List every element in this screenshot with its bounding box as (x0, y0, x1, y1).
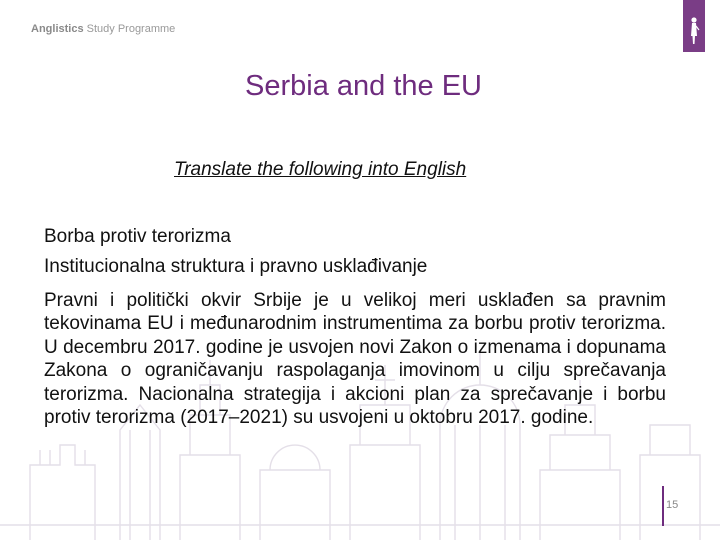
programme-brand: Anglistics (31, 23, 84, 35)
instruction-heading: Translate the following into English (174, 159, 467, 180)
programme-subtitle: Study Programme (86, 23, 176, 35)
item-counter-terrorism: Borba protiv terorizma (44, 226, 231, 247)
figure-logo-icon (683, 0, 705, 52)
programme-header (31, 23, 175, 35)
item-institutional-structure: Institucionalna struktura i pravno usklađivanje (44, 256, 428, 277)
page-number: 15 (666, 499, 679, 511)
page-number-divider (662, 486, 664, 526)
logo-tab (683, 0, 705, 52)
body-paragraph: Pravni i politički okvir Srbije je u velikoj meri usklađen sa pravnim tekovinama EU i međunarodnim instrumentima za borbu protiv terorizma. U decembru 2017. godine je usvojen novi Zakon o izmenama i dopunama Zakona o ograničavanju raspolaganja imovinom u cilju sprečavanja terorizma. Nacionalna strategija i akcioni plan za sprečavanje i borbu protiv terorizma (2017–2021) su usvojeni u oktobru 2017. godine. (44, 290, 666, 429)
slide-title: Serbia and the EU (245, 70, 482, 102)
